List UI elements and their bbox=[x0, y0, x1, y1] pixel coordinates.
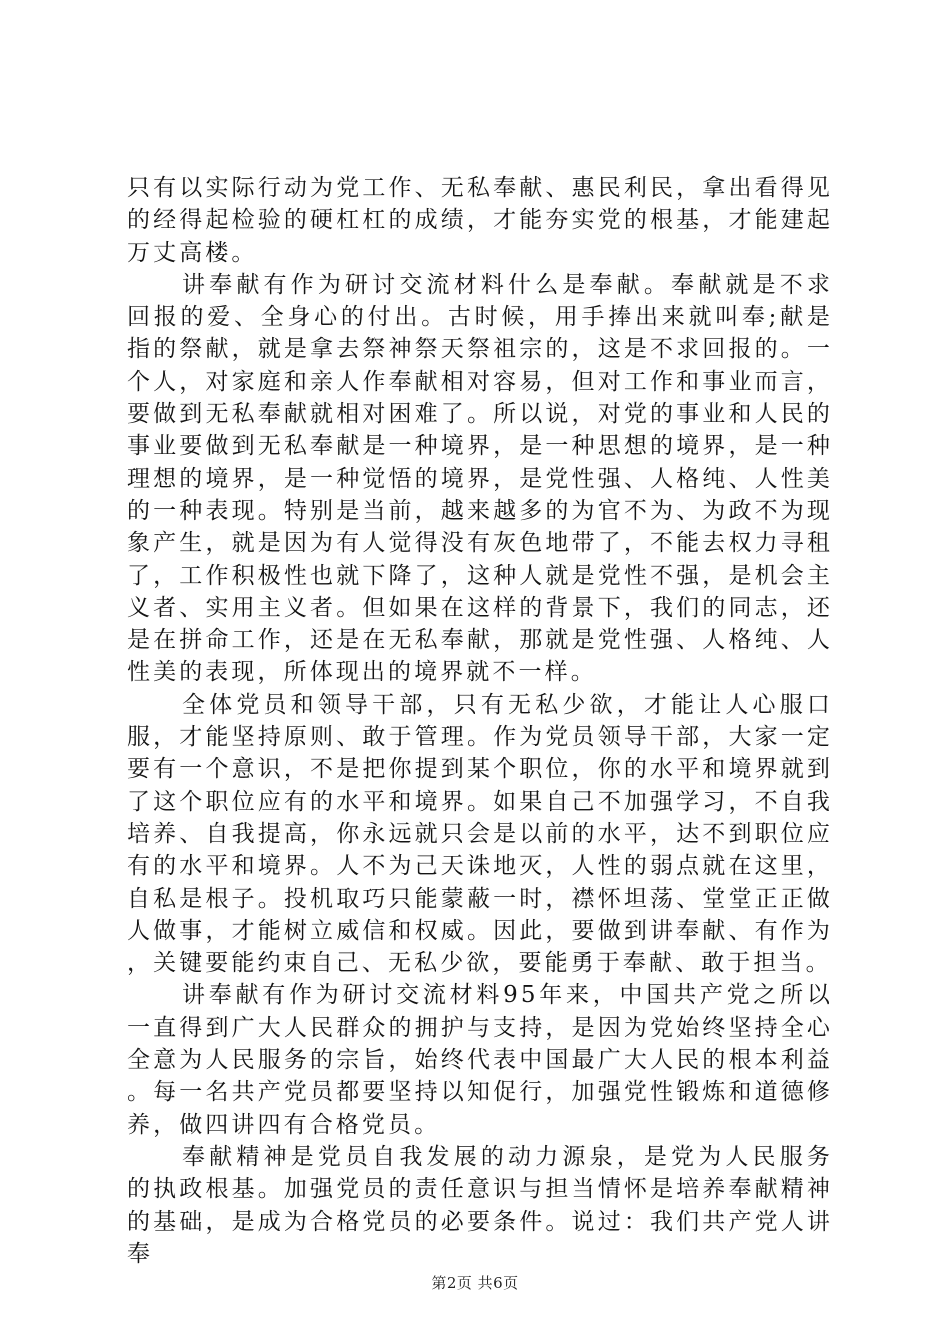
document-body bbox=[127, 172, 833, 1270]
paragraph-2: 讲奉献有作为研讨交流材料什么是奉献。奉献就是不求回报的爱、全身心的付出。古时候，用手捧出来就叫奉;献是指的祭献，就是拿去祭神祭天祭祖宗的，这是不求回报的。一个人，对家庭和亲人作奉献相对容易，但对工作和事业而言，要做到无私奉献就相对困难了。所以说，对党的事业和人民的事业要做到无私奉献是一种境界，是一种思想的境界，是一种理想的境界，是一种觉悟的境界，是党性强、人格纯、人性美的一种表现。特别是当前，越来越多的为官不为、为政不为现象产生，就是因为有人觉得没有灰色地带了，不能去权力寻租了，工作积极性也就下降了，这种人就是党性不强，是机会主义者、实用主义者。但如果在这样的背景下，我们的同志，还是在拼命工作，还是在无私奉献，那就是党性强、人格纯、人性美的表现，所体现出的境界就不一样。 bbox=[127, 271, 833, 686]
paragraph-4: 讲奉献有作为研讨交流材料95年来，中国共产党之所以一直得到广大人民群众的拥护与支持，是因为党始终坚持全心全意为人民服务的宗旨，始终代表中国最广大人民的根本利益。每一名共产党员都要坚持以知促行，加强党性锻炼和道德修养，做四讲四有合格党员。 bbox=[127, 982, 833, 1138]
page-number-footer: 第2页 共6页 bbox=[431, 1274, 519, 1292]
paragraph-1: 只有以实际行动为党工作、无私奉献、惠民利民，拿出看得见的经得起检验的硬杠杠的成绩，才能夯实党的根基，才能建起万丈高楼。 bbox=[127, 175, 833, 266]
paragraph-5: 奉献精神是党员自我发展的动力源泉，是党为人民服务的执政根基。加强党员的责任意识与担当情怀是培养奉献精神的基础，是成为合格党员的必要条件。说过：我们共产党人讲奉 bbox=[127, 1143, 833, 1267]
paragraph-3: 全体党员和领导干部，只有无私少欲，才能让人心服口服，才能坚持原则、敢于管理。作为党员领导干部，大家一定要有一个意识，不是把你提到某个职位，你的水平和境界就到了这个职位应有的水平和境界。如果自己不加强学习，不自我培养、自我提高，你永远就只会是以前的水平，达不到职位应有的水平和境界。人不为己天诛地灭，人性的弱点就在这里，自私是根子。投机取巧只能蒙蔽一时，襟怀坦荡、堂堂正正做人做事，才能树立威信和权威。因此，要做到讲奉献、有作为，关键要能约束自己、无私少欲，要能勇于奉献、敢于担当。 bbox=[127, 691, 833, 977]
